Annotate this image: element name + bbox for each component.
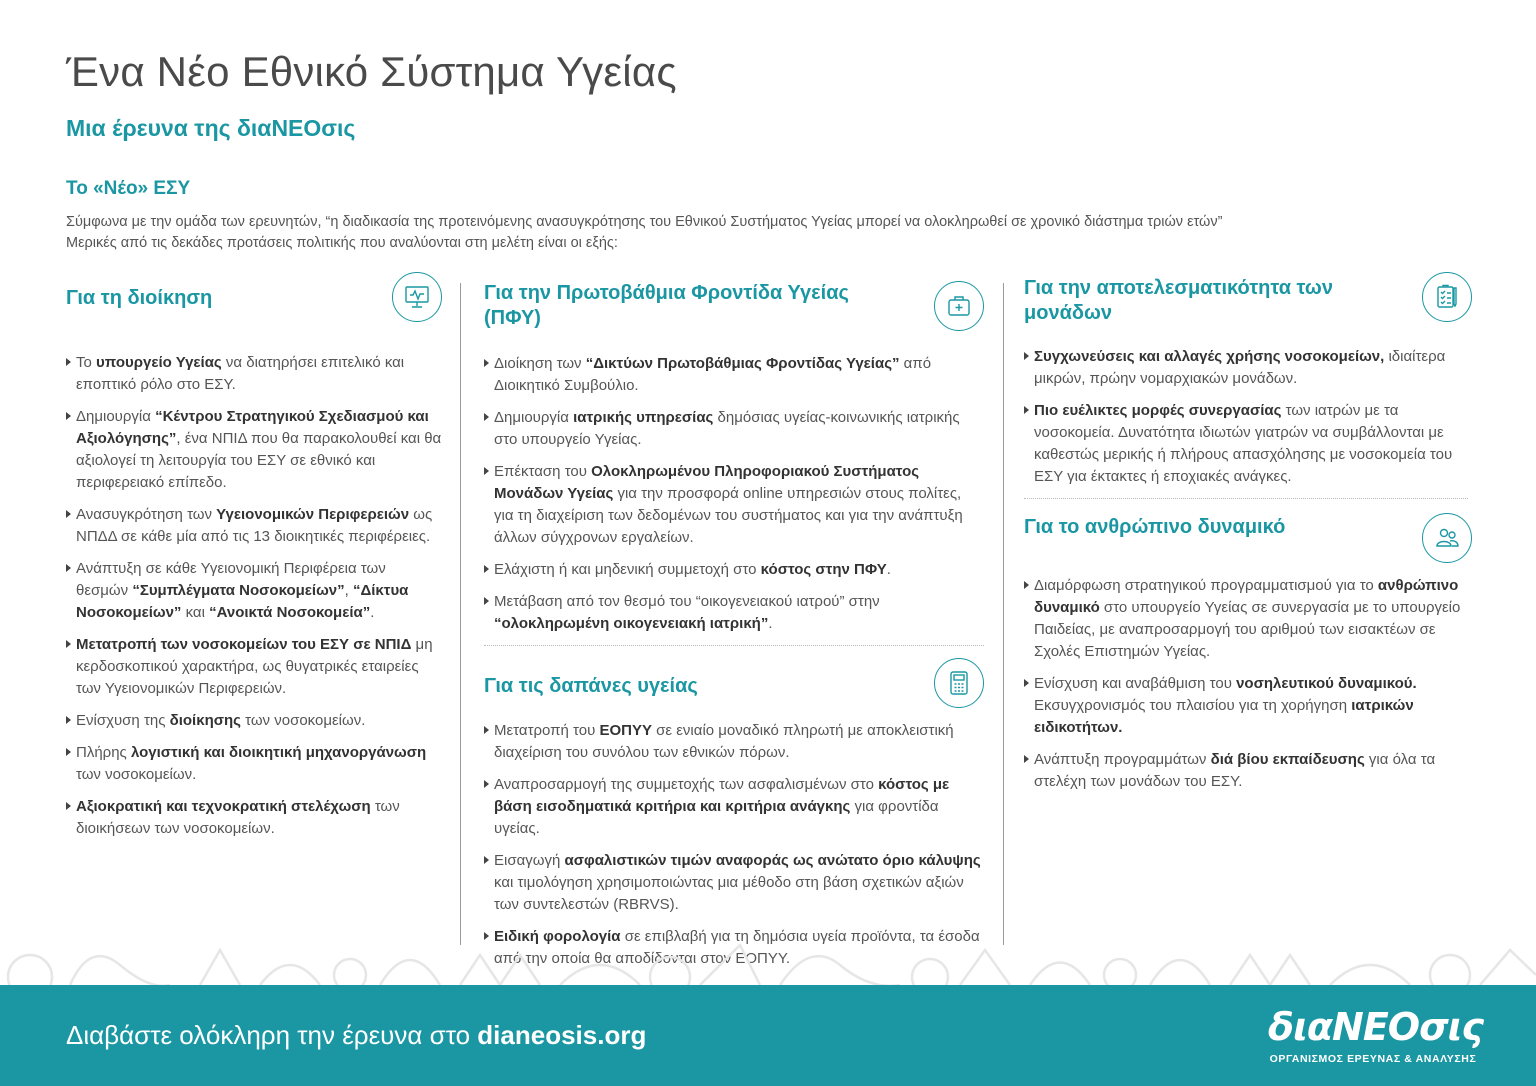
section-header-pfy (484, 272, 984, 331)
list-item-text: των ιατρών με τα νοσοκομεία. Δυνατότητα ιδιωτών γιατρών να συμβάλλονται με καθεστώς μερικής ή πλήρους απασχόλησης με νοσοκομεία του ΕΣΥ για έκτακτες ή εποχιακές ανάγκες. (1034, 402, 1453, 485)
list-pfy (484, 353, 984, 635)
section-title-efficiency: Για την αποτελεσματικότητα των μονάδων (1024, 277, 1333, 324)
list-item-text: Συγχωνεύσεις και αλλαγές χρήσης νοσοκομείων, (1034, 348, 1385, 365)
footer-link[interactable]: dianeosis.org (477, 1020, 647, 1050)
list-item-text: ιδιαίτερα μικρών, πρώην νομαρχιακών μονάδων. (1034, 348, 1446, 387)
list-item-text: λογιστική και διοικητική μηχανοργάνωση (130, 744, 427, 761)
list-item-text: των διοικήσεων των νοσοκομείων. (76, 798, 400, 837)
list-item-text: μη κερδοσκοπικού χαρακτήρα, ως θυγατρικές εταιρείες των Υγειονομικών Περιφερειών. (76, 636, 433, 697)
list-item-text: να διατηρήσει επιτελικό και εποπτικό ρόλο στο ΕΣΥ. (76, 354, 405, 393)
monitor-chart-icon (392, 272, 442, 322)
list-item-text: για όλα τα στελέχη των μονάδων του ΕΣΥ. (1034, 751, 1436, 790)
list-item-text: και τιμολόγηση χρησιμοποιώντας μια μέθοδο στη βάση σχετικών αξιών των συντελεστών (RBRVS). (494, 874, 964, 913)
column-divider-2 (1003, 283, 1004, 945)
list-item-text: Μετατροπή των νοσοκομείων του ΕΣΥ σε ΝΠΙΔ (76, 636, 412, 653)
list-item (66, 742, 442, 786)
list-item (484, 774, 984, 840)
list-item-text: Το (76, 354, 97, 371)
checklist-icon (1422, 272, 1472, 322)
list-item-text: . (886, 561, 891, 578)
list-item-text: “ολοκληρωμένη οικογενειακή ιατρική” (494, 615, 769, 632)
list-item-text: Εισαγωγή (494, 852, 565, 869)
list-item (484, 591, 984, 635)
section-header-admin (66, 272, 442, 322)
list-item-text: ασφαλιστικών τιμών αναφοράς ως ανώτατο όριο κάλυψης (564, 852, 981, 869)
section-header-costs (484, 658, 984, 708)
footer-bar (0, 985, 1536, 1086)
list-item-text: Ενίσχυση της (76, 712, 170, 729)
list-item-text: κόστος με βάση εισοδηματικά κριτήρια και κριτήρια ανάγκης (494, 776, 950, 815)
list-item-text: . (768, 615, 773, 632)
list-item (66, 710, 442, 732)
calculator-icon (934, 658, 984, 708)
list-item-text: ως ΝΠΔΔ σε κάθε μία από τις 13 διοικητικές περιφέρειες. (76, 506, 433, 545)
intro-line-2: Μερικές από τις δεκάδες προτάσεις πολιτικής που αναλύονται στη μελέτη είναι οι εξής: (66, 235, 618, 251)
section-divider-efficiency (1024, 498, 1468, 499)
list-item (1024, 673, 1472, 739)
list-item-text: για φροντίδα υγείας. (494, 798, 939, 837)
logo-tagline: ΟΡΓΑΝΙΣΜΟΣ ΕΡΕΥΝΑΣ & ΑΝΑΛΥΣΗΣ (1269, 1053, 1477, 1065)
section-header-efficiency (1024, 272, 1472, 326)
list-item-text: νοσηλευτικού δυναμικού. (1236, 675, 1417, 692)
section-title-staff: Για το ανθρώπινο δυναμικό (1024, 516, 1286, 538)
list-item-text: Ολοκληρωμένου Πληροφοριακού Συστήματος Μονάδων Υγείας (494, 463, 920, 502)
list-item-text: “Ανοικτά Νοσοκομεία” (209, 604, 371, 621)
section-header-staff (1024, 513, 1472, 563)
logo-name: διαΝΕΟσις (1268, 1005, 1484, 1049)
list-item (66, 634, 442, 700)
list-item (66, 352, 442, 396)
list-item-text: , ένα ΝΠΙΔ που θα παρακολουθεί και θα αξιολογεί τη λειτουργία του ΕΣΥ σε εθνικό και περιφερειακό επίπεδο. (76, 430, 442, 491)
list-item-text: ΕΟΠΥΥ (599, 722, 652, 739)
list-item (66, 558, 442, 624)
column-efficiency-staff (1024, 272, 1472, 803)
section-title-admin: Για τη διοίκηση (66, 287, 213, 309)
list-item-text: Διοίκηση των (494, 355, 586, 372)
list-item-text: Πλήρης (76, 744, 131, 761)
list-item-text: διοίκησης (169, 712, 241, 729)
list-item-text: Δημιουργία (76, 408, 156, 425)
list-item-text: Πιο ευέλικτες μορφές συνεργασίας (1034, 402, 1282, 419)
section-title-pfy: Για την Πρωτοβάθμια Φροντίδα Υγείας (ΠΦΥ) (484, 282, 849, 329)
list-item-text: ιατρικών ειδικοτήτων. (1034, 697, 1414, 736)
list-item-text: Εκσυγχρονισμός του πλαισίου για τη χορήγηση (1034, 697, 1352, 714)
people-icon (1422, 513, 1472, 563)
footer-text (66, 1020, 646, 1051)
list-item-text: , (344, 582, 353, 599)
section-divider-pfy (484, 645, 984, 646)
footer-text-prefix: Διαβάστε ολόκληρη την έρευνα στο (66, 1020, 478, 1050)
list-item-text: Επέκταση του (494, 463, 592, 480)
list-item-text: Ανάπτυξη προγραμμάτων (1034, 751, 1211, 768)
page-title: Ένα Νέο Εθνικό Σύστημα Υγείας (66, 48, 677, 95)
list-staff (1024, 575, 1472, 793)
list-item-text: κόστος στην ΠΦΥ (760, 561, 887, 578)
list-item (484, 720, 984, 764)
list-item-text: Δημιουργία (494, 409, 574, 426)
list-item (484, 353, 984, 397)
list-item-text: Ενίσχυση και αναβάθμιση του (1034, 675, 1237, 692)
list-item-text: σε ενιαίο μοναδικό πληρωτή με αποκλειστική διαχείριση του συνόλου των εθνικών πόρων. (494, 722, 954, 761)
list-item (1024, 400, 1472, 488)
list-item-text: ιατρικής υπηρεσίας (573, 409, 714, 426)
list-item-text: “Συμπλέγματα Νοσοκομείων” (132, 582, 345, 599)
list-item-text: των νοσοκομείων. (76, 766, 197, 783)
list-item (484, 850, 984, 916)
list-item-text: “Δικτύων Πρωτοβάθμιας Φροντίδας Υγείας” (585, 355, 900, 372)
intro-text (66, 212, 1486, 254)
list-item-text: σε επιβλαβή για τη δημόσια υγεία προϊόντα, τα έσοδα από την οποία θα αποδίδονται στον ΕΟΠΥΥ. (494, 928, 980, 967)
column-pfy-costs (484, 272, 984, 980)
list-costs (484, 720, 984, 970)
list-item-text: Υγειονομικών Περιφερειών (216, 506, 410, 523)
decorative-pattern (0, 935, 1536, 985)
list-item (66, 504, 442, 548)
list-item (66, 796, 442, 840)
list-item-text: διά βίου εκπαίδευσης (1210, 751, 1365, 768)
list-item-text: Μετάβαση από τον θεσμό του “οικογενειακού ιατρού” στην (494, 593, 880, 610)
list-item (484, 559, 984, 581)
list-item-text: “Δίκτυα Νοσοκομείων” (76, 582, 409, 621)
list-item-text: και (181, 604, 210, 621)
list-item-text: υπουργείο Υγείας (96, 354, 222, 371)
list-item-text: στο υπουργείο Υγείας σε συνεργασία με το υπουργείο Παιδείας, με αναπροσαρμογή του αριθμού των εισακτέων σε Σχολές Επιστημών Υγείας. (1034, 599, 1461, 660)
list-item-text: Ανασυγκρότηση των (76, 506, 217, 523)
list-item-text: Ανάπτυξη σε κάθε Υγειονομική Περιφέρεια των θεσμών (76, 560, 386, 599)
list-item-text: των νοσοκομείων. (240, 712, 366, 729)
list-item-text: δημόσιας υγείας-κοινωνικής ιατρικής στο υπουργείο Υγείας. (494, 409, 960, 448)
list-item (484, 407, 984, 451)
page-subtitle: Μια έρευνα της διαΝΕΟσις (66, 115, 356, 141)
column-divider-1 (460, 283, 461, 945)
list-item-text: για την προσφορά online υπηρεσιών στους πολίτες, για τη διαχείριση των δεδομένων του συστήματος και για την ανάπτυξη άλλων σύγχρονων εργαλείων. (494, 485, 963, 546)
list-item (484, 461, 984, 549)
column-admin (66, 272, 442, 850)
section-title-costs: Για τις δαπάνες υγείας (484, 675, 698, 697)
list-item-text: “Κέντρου Στρατηγικού Σχεδιασμού και Αξιολόγησης” (76, 408, 429, 447)
list-item-text: Αξιοκρατική και τεχνοκρατική στελέχωση (76, 798, 371, 815)
list-efficiency (1024, 346, 1472, 488)
dianeosis-logo (1268, 1005, 1484, 1065)
list-item-text: . (370, 604, 375, 621)
list-item-text: Διαμόρφωση στρατηγικού προγραμματισμού για το (1034, 577, 1378, 594)
list-item-text: από Διοικητικό Συμβούλιο. (494, 355, 932, 394)
list-item (1024, 749, 1472, 793)
intro-line-1: Σύμφωνα με την ομάδα των ερευνητών, “η διαδικασία της προτεινόμενης ανασυγκρότησης του Εθνικού Συστήματος Υγείας μπορεί να ολοκληρωθεί σε χρονικό διάστημα τριών ετών” (66, 214, 1223, 230)
intro-heading: Το «Νέο» ΕΣΥ (66, 178, 191, 199)
medical-kit-icon (934, 281, 984, 331)
list-item (1024, 346, 1472, 390)
list-item-text: Ελάχιστη ή και μηδενική συμμετοχή στο (494, 561, 761, 578)
list-item-text: ανθρώπινο δυναμικό (1034, 577, 1459, 616)
list-item-text: Μετατροπή του (494, 722, 600, 739)
list-item (1024, 575, 1472, 663)
list-item-text: Ειδική φορολογία (494, 928, 621, 945)
list-item-text: Αναπροσαρμογή της συμμετοχής των ασφαλισμένων στο (494, 776, 879, 793)
list-admin (66, 352, 442, 840)
list-item (66, 406, 442, 494)
